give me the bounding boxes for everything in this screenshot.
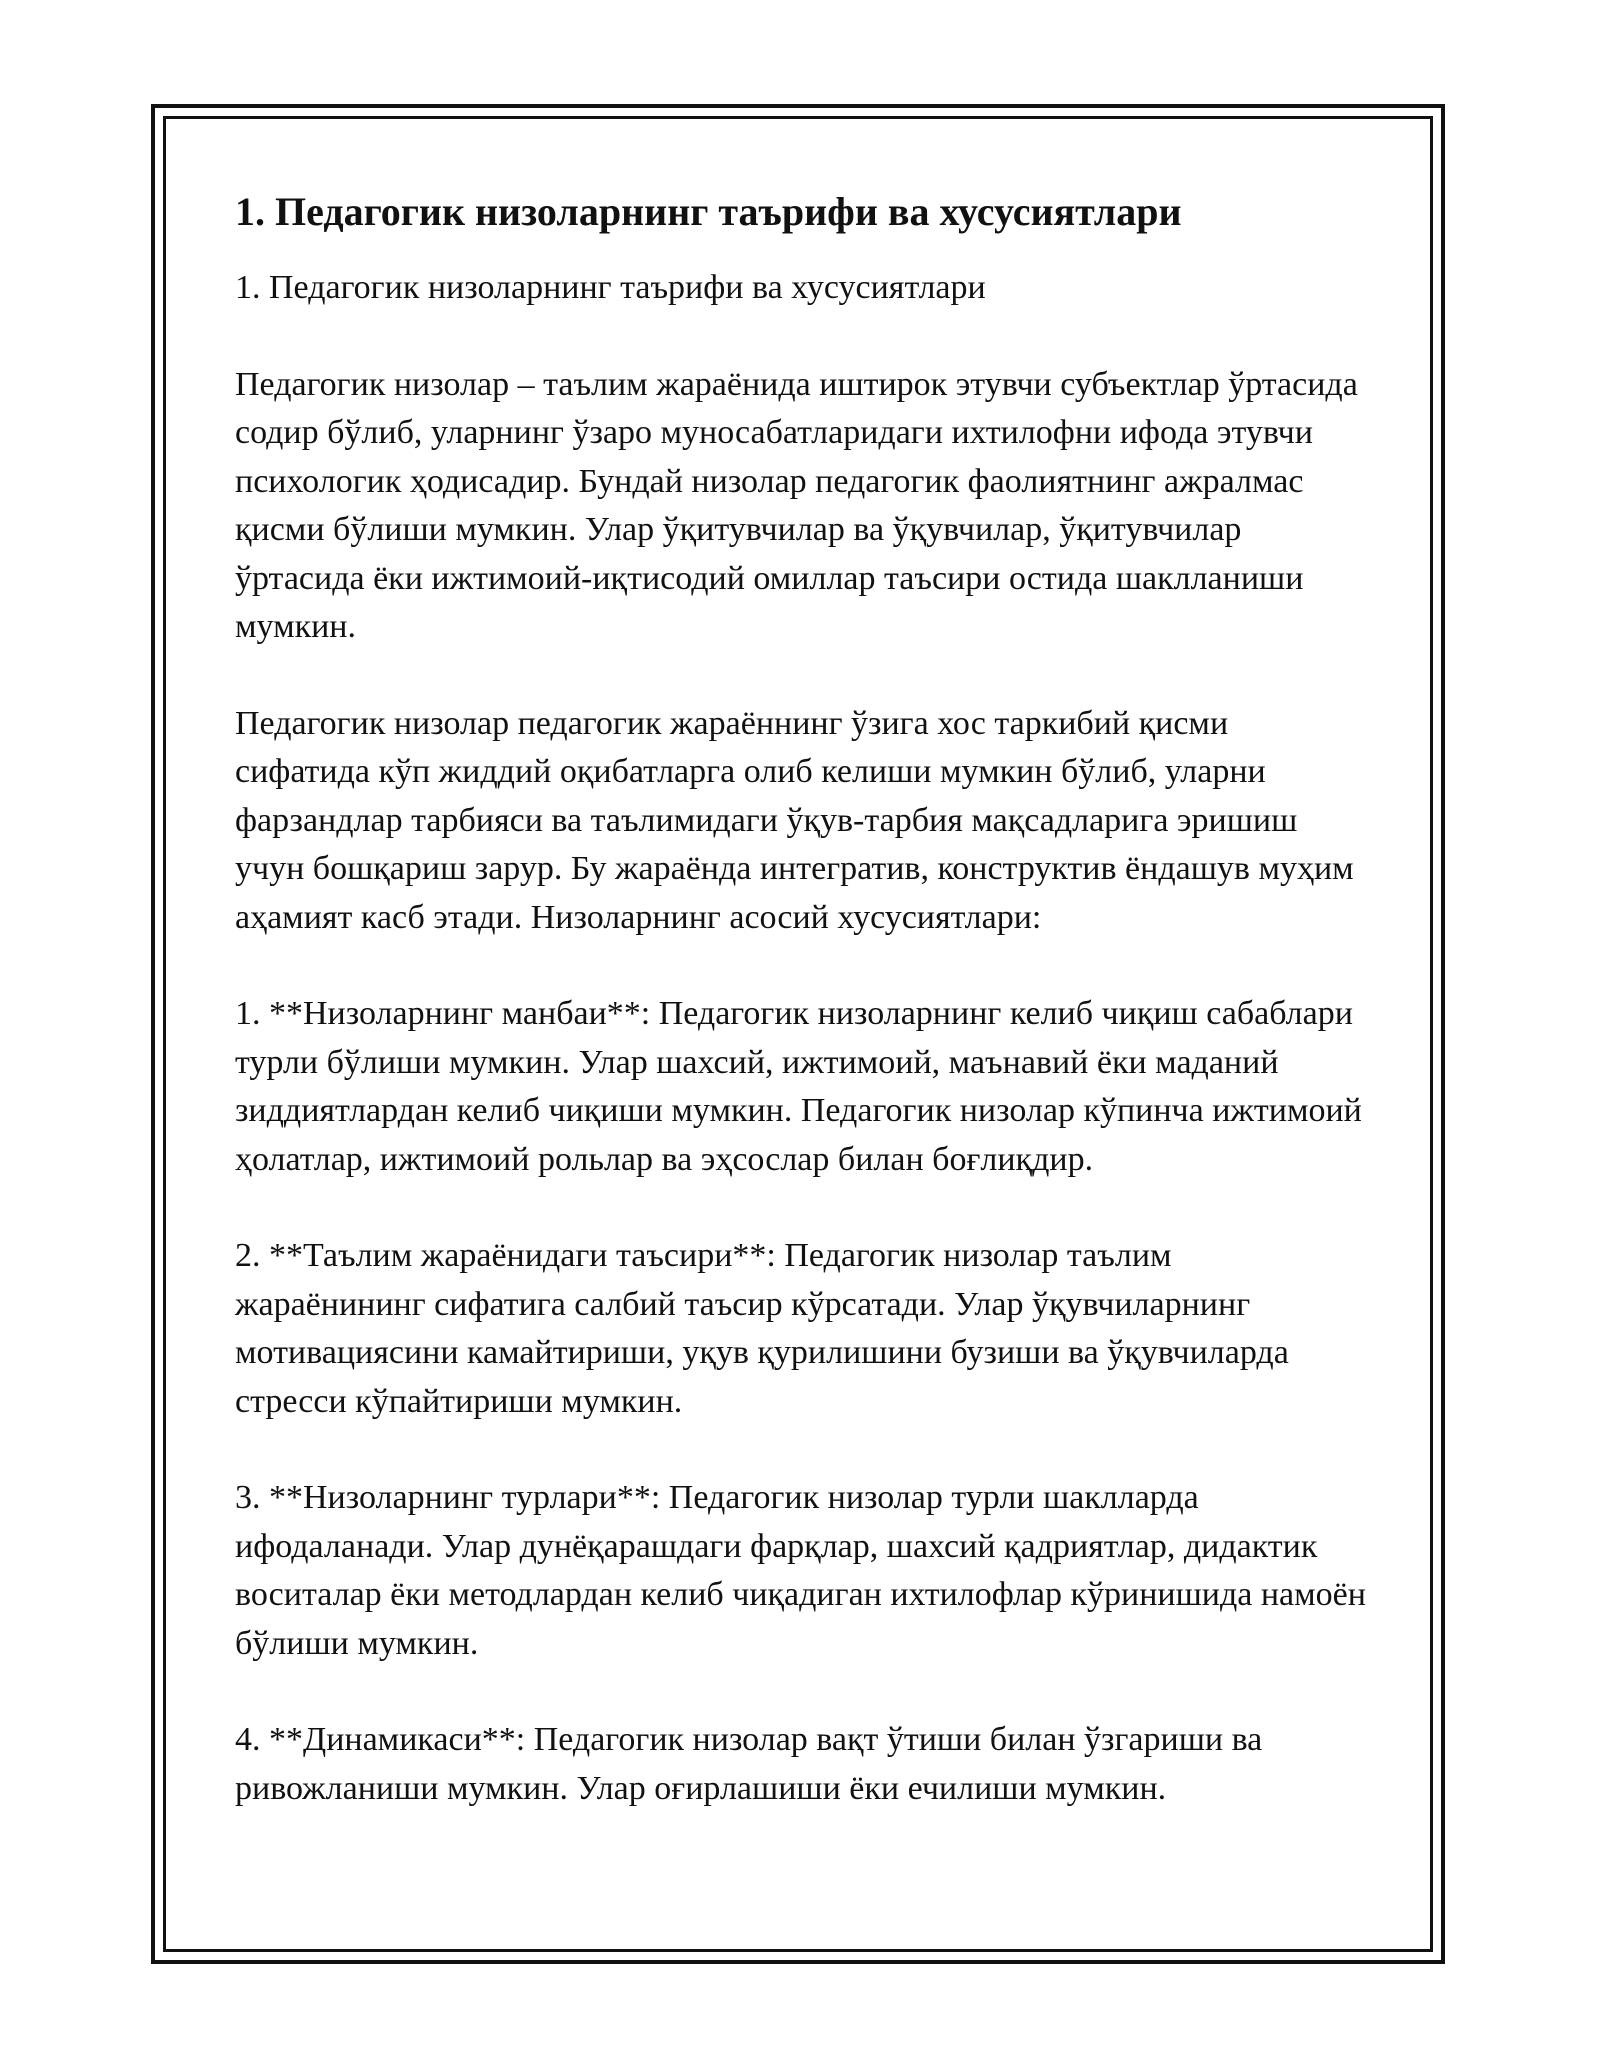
paragraph-definition: Педагогик низолар – таълим жараёнида иштирок этувчи субъектлар ўртасида содир бўлиб, уларнинг ўзаро муносабатларидаги ихтилофни ифода этувчи психологик ҳодисадир. Бундай низолар педагогик фаолиятнинг ажралмас қисми бўлиши мумкин. Улар ўқитувчилар ва ўқувчилар, ўқитувчилар ўртасида ёки ижтимоий-иқтисодий омиллар таъсири остида шаклланиши мумкин. <box>235 365 1358 645</box>
document-heading: 1. Педагогик низоларнинг таърифи ва хусусиятлари <box>235 189 1182 234</box>
paragraph-features-intro: Педагогик низолар педагогик жараённинг ўзига хос таркибий қисми сифатида кўп жиддий оқибатларга олиб келиши мумкин бўлиб, уларни фарзандлар тарбияси ва таълимидаги ўқув-тарбия мақсадларига эришиш учун бошқариш зарур. Бу жараёнда интегратив, конструктив ёндашув муҳим аҳамият касб этади. Низоларнинг асосий хусусиятлари: <box>235 704 1354 936</box>
paragraph-item-types: 3. **Низоларнинг турлари**: Педагогик низолар турли шаклларда ифодаланади. Улар дунёқарашдаги фарқлар, шахсий қадриятлар, дидактик воситалар ёки методлардан келиб чиқадиган ихтилофлар кўринишида намоён бўлиши мумкин. <box>235 1479 1366 1662</box>
paragraph-item-source: 1. **Низоларнинг манбаи**: Педагогик низоларнинг келиб чиқиш сабаблари турли бўлиши мумкин. Улар шахсий, ижтимоий, маънавий ёки маданий зиддиятлардан келиб чиқиши мумкин. Педагогик низолар кўпинча ижтимоий ҳолатлар, ижтимоий рольлар ва эҳсослар билан боғлиқдир. <box>235 995 1362 1178</box>
paragraph-item-impact: 2. **Таълим жараёнидаги таъсири**: Педагогик низолар таълим жараёнининг сифатига салбий таъсир кўрсатади. Улар ўқувчиларнинг мотивациясини камайтириши, уқув қурилишини бузиши ва ўқувчиларда стресси кўпайтириши мумкин. <box>235 1237 1289 1420</box>
paragraph-section-title: 1. Педагогик низоларнинг таърифи ва хусусиятлари <box>235 269 986 306</box>
paragraph-item-dynamics: 4. **Динамикаси**: Педагогик низолар вақт ўтиши билан ўзгариши ва ривожланиши мумкин. Улар оғирлашиши ёки ечилиши мумкин. <box>235 1721 1263 1807</box>
document-body <box>235 188 1370 1861</box>
